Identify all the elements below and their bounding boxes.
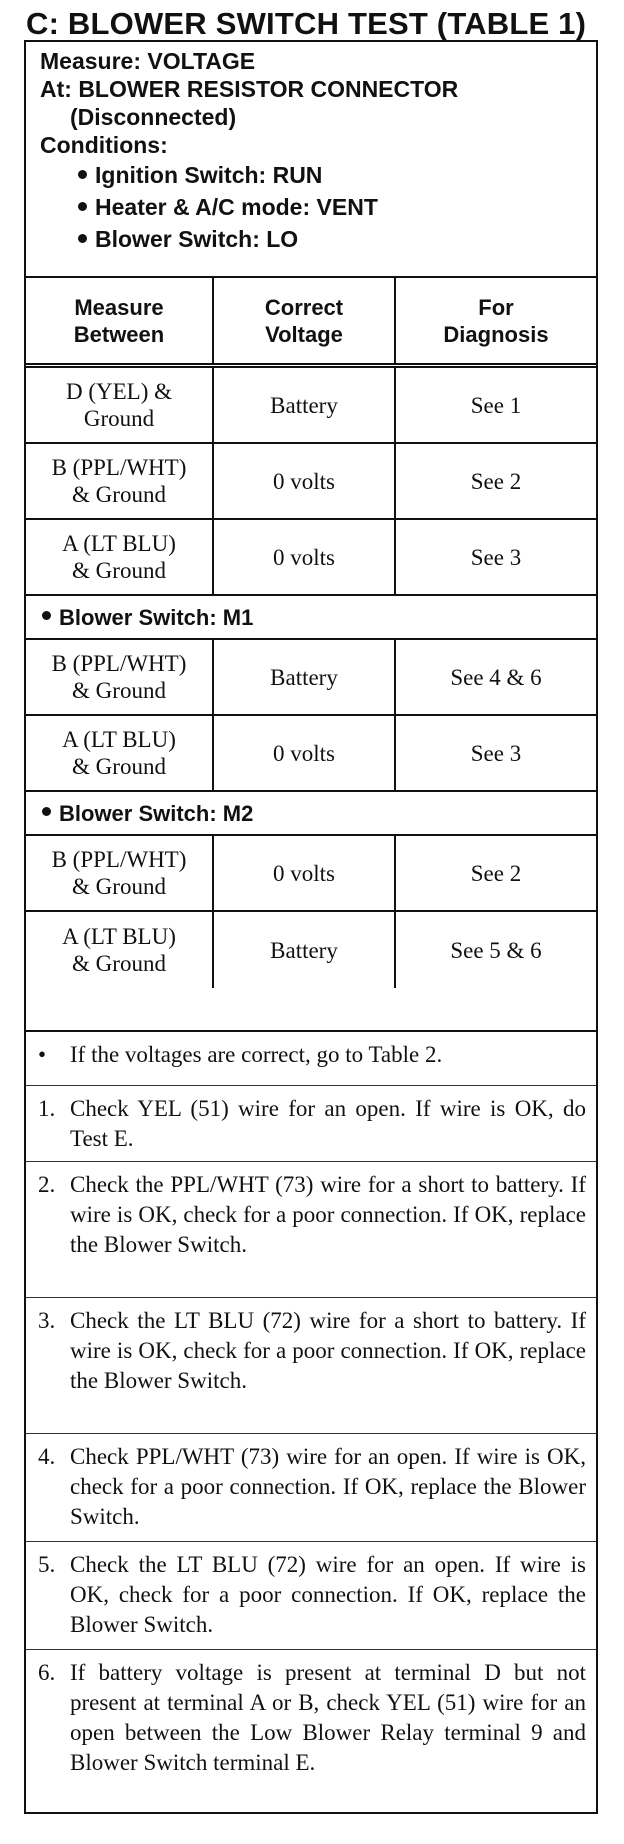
- note-item: [26, 1032, 596, 1086]
- bullet-icon: [78, 234, 87, 243]
- note-item: [26, 1086, 596, 1162]
- measure-line: Measure: VOLTAGE: [40, 48, 256, 74]
- note-number: 5.: [38, 1552, 56, 1577]
- note-number: 3.: [38, 1308, 56, 1333]
- column-headers: [26, 278, 596, 368]
- table-row: D (YEL) & Ground Battery See 1: [26, 368, 596, 444]
- table-row: B (PPL/WHT) & Ground 0 volts See 2: [26, 836, 596, 912]
- col-header-measure-between: Measure Between: [26, 278, 214, 363]
- note-text: If the voltages are correct, go to Table 2.: [70, 1042, 443, 1067]
- section-header-m1: Blower Switch: M1: [26, 596, 596, 640]
- table-row: B (PPL/WHT) & Ground 0 volts See 2: [26, 444, 596, 520]
- note-text: Check the LT BLU (72) wire for an open. If wire is OK, check for a poor connection. If OK, replace the Blower Switch.: [70, 1552, 586, 1637]
- note-text: Check YEL (51) wire for an open. If wire is OK, do Test E.: [70, 1096, 586, 1151]
- note-bullet: •: [38, 1042, 47, 1067]
- section-header-m2: Blower Switch: M2: [26, 792, 596, 836]
- conditions-label: Conditions:: [40, 132, 168, 158]
- test-table: [24, 40, 598, 1814]
- condition-text: Heater & A/C mode: VENT: [95, 194, 378, 220]
- note-text: If battery voltage is present at terminal D but not present at terminal A or B, check YEL (51) wire for an open between the Low Blower Relay terminal 9 and Blower Switch terminal E.: [70, 1660, 586, 1775]
- note-text: Check PPL/WHT (73) wire for an open. If wire is OK, check for a poor connection. If OK, replace the Blower Switch.: [70, 1444, 586, 1529]
- note-item: [26, 1542, 596, 1650]
- condition-text: Blower Switch: LO: [95, 226, 299, 252]
- note-text: Check the PPL/WHT (73) wire for a short to battery. If wire is OK, check for a poor connection. If OK, replace the Blower Switch.: [70, 1172, 586, 1257]
- table-row: A (LT BLU) & Ground 0 volts See 3: [26, 520, 596, 596]
- condition-item: [78, 226, 298, 253]
- at-note: (Disconnected): [70, 104, 237, 130]
- note-item: [26, 1298, 596, 1434]
- note-text: Check the LT BLU (72) wire for a short to battery. If wire is OK, check for a poor connection. If OK, replace the Blower Switch.: [70, 1308, 586, 1393]
- col-header-correct-voltage: Correct Voltage: [214, 278, 396, 363]
- at-line: At: BLOWER RESISTOR CONNECTOR: [40, 76, 459, 102]
- table-row: A (LT BLU) & Ground Battery See 5 & 6: [26, 912, 596, 1032]
- table-row: A (LT BLU) & Ground 0 volts See 3: [26, 716, 596, 792]
- bullet-icon: [78, 170, 87, 179]
- note-item: [26, 1434, 596, 1542]
- condition-text: Ignition Switch: RUN: [95, 162, 323, 188]
- table-row: B (PPL/WHT) & Ground Battery See 4 & 6: [26, 640, 596, 716]
- page-title: C: BLOWER SWITCH TEST (TABLE 1): [26, 6, 587, 41]
- note-number: 6.: [38, 1660, 56, 1685]
- condition-item: [78, 194, 378, 221]
- note-item: [26, 1650, 596, 1810]
- condition-item: [78, 162, 322, 189]
- bullet-icon: [78, 202, 87, 211]
- note-number: 2.: [38, 1172, 56, 1197]
- note-item: [26, 1162, 596, 1298]
- test-header: [26, 42, 596, 278]
- note-number: 1.: [38, 1096, 56, 1121]
- note-number: 4.: [38, 1444, 56, 1469]
- bullet-icon: [42, 611, 51, 620]
- col-header-for-diagnosis: For Diagnosis: [443, 294, 549, 347]
- bullet-icon: [42, 807, 51, 816]
